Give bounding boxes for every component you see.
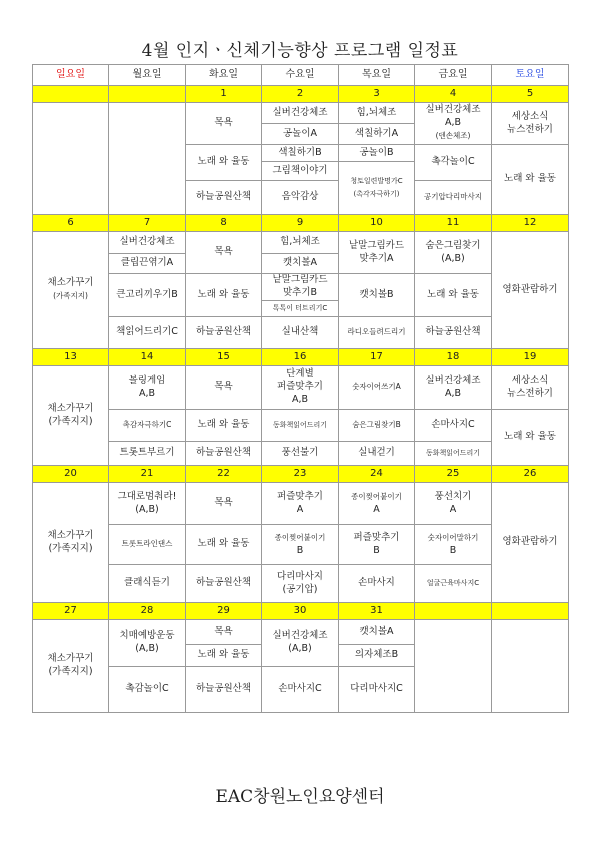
activity-cell: 실버건강체조 [262,103,339,124]
activity-cell: 하늘공원산책 [186,317,262,349]
activity-row [33,366,569,410]
date-cell: 1 [186,86,262,103]
activity-cell: 하늘공원산책 [186,181,262,215]
activity-cell: 실버건강체조 (A,B) [262,620,339,667]
date-cell: 15 [186,349,262,366]
date-cell: 17 [339,349,415,366]
activity-cell: 노래 와 율동 [186,410,262,442]
weekday-header-row [33,65,569,86]
activity-cell: 색칠하기B [262,145,339,162]
header-saturday: 토요일 [492,65,569,86]
page-title: 4월 인지ㆍ신체기능향상 프로그램 일정표 [141,41,459,61]
activity-cell: 트롯트부르기 [109,442,186,466]
empty-cell [33,103,109,215]
activity-row [33,232,569,254]
date-cell [109,86,186,103]
activity-cell: 촉각놀이C [415,145,492,181]
activity-cell: 다리마사지C [339,667,415,713]
activity-row [33,410,569,442]
date-cell: 30 [262,603,339,620]
date-row [33,603,569,620]
date-cell: 27 [33,603,109,620]
date-cell: 20 [33,466,109,483]
date-cell: 26 [492,466,569,483]
activity-cell: 목욕 [186,620,262,645]
date-cell: 6 [33,215,109,232]
activity-row [33,620,569,645]
activity-cell: 촉감놀이C [109,667,186,713]
activity-cell: 노래 와 율동 [186,274,262,317]
activity-cell: 노래 와 율동 [415,274,492,317]
activity-cell: 노래 와 율동 [492,145,569,215]
activity-cell: 숫자이어쓰기A [339,366,415,410]
date-cell: 14 [109,349,186,366]
activity-cell: 손마사지C [262,667,339,713]
activity-cell: 퍼즐맞추기 B [339,525,415,565]
activity-cell: 청토일련발명가C (촉각자극하기) [339,162,415,215]
activity-row [33,565,569,603]
activity-cell: 노래 와 율동 [492,410,569,466]
activity-cell: 음악감상 [262,181,339,215]
activity-cell: 캣치볼A [339,620,415,645]
date-row [33,215,569,232]
date-cell: 22 [186,466,262,483]
activity-cell: 얼굴근육마사지C [415,565,492,603]
header-friday: 금요일 [415,65,492,86]
date-cell: 29 [186,603,262,620]
activity-cell: 목욕 [186,483,262,525]
activity-row [33,274,569,301]
activity-cell: 세상소식 뉴스전하기 [492,103,569,145]
activity-cell: 손마사지C [415,410,492,442]
activity-cell: 하늘공원산책 [186,667,262,713]
activity-cell: 하늘공원산책 [186,442,262,466]
date-cell: 5 [492,86,569,103]
date-cell: 12 [492,215,569,232]
activity-cell: 숨은그림찾기 (A,B) [415,232,492,274]
activity-cell: 하늘공원산책 [186,565,262,603]
center-name-footer: EAC창원노인요양센터 [215,787,385,807]
date-cell: 4 [415,86,492,103]
activity-cell: 목욕 [186,232,262,274]
activity-cell: 노래 와 율동 [186,525,262,565]
header-sunday: 일요일 [33,65,109,86]
date-cell: 19 [492,349,569,366]
activity-row [33,317,569,333]
activity-cell: 채소가꾸기 (가족지지) [33,366,109,466]
activity-cell: 단계별 퍼즐맞추기 A,B [262,366,339,410]
header-tuesday: 화요일 [186,65,262,86]
header-wednesday: 수요일 [262,65,339,86]
date-row [33,349,569,366]
activity-cell: 실내걷기 [339,442,415,466]
activity-cell: 풍선치기 A [415,483,492,525]
activity-cell: 공놀이A [262,124,339,145]
activity-cell: 세상소식 뉴스전하기 [492,366,569,410]
activity-cell: 실버건강체조 [109,232,186,254]
activity-cell: 공놀이B [339,145,415,162]
date-cell: 28 [109,603,186,620]
schedule-table [32,64,569,713]
activity-cell: 실버건강체조 A,B (덴손체조) [415,103,492,145]
activity-cell: 라디오들려드리기 [339,317,415,349]
header-thursday: 목요일 [339,65,415,86]
date-cell: 8 [186,215,262,232]
activity-cell: 채소가꾸기 (가족지지) [33,620,109,713]
activity-cell: 숨은그림찾기B [339,410,415,442]
date-cell: 9 [262,215,339,232]
activity-cell: 동화책읽어드리기 [415,442,492,466]
date-cell: 31 [339,603,415,620]
date-cell: 2 [262,86,339,103]
activity-cell: 캣치볼B [339,274,415,317]
date-cell: 23 [262,466,339,483]
activity-row [33,525,569,565]
activity-cell: 종이찢어붙이기 A [339,483,415,525]
activity-cell: 큰고리끼우기B [109,274,186,317]
activity-cell: 종이찢어붙이기 B [262,525,339,565]
date-cell: 7 [109,215,186,232]
date-cell: 16 [262,349,339,366]
activity-cell: 색칠하기A [339,124,415,145]
activity-cell: 퍼즐맞추기 A [262,483,339,525]
activity-cell: 촉감자극하기C [109,410,186,442]
activity-cell: 목욕 [186,103,262,145]
date-cell [415,603,492,620]
activity-cell: 톡톡이 터트리기C [262,301,339,317]
date-row [33,466,569,483]
activity-row [33,483,569,525]
activity-cell: 그대로멈춰라! (A,B) [109,483,186,525]
date-cell: 18 [415,349,492,366]
activity-cell: 볼링게임 A,B [109,366,186,410]
activity-cell: 치매예방운동 (A,B) [109,620,186,667]
activity-cell: 노래 와 율동 [186,145,262,181]
activity-cell: 채소가꾸기 (가족지지) [33,483,109,603]
date-cell: 25 [415,466,492,483]
activity-cell: 실내산책 [262,317,339,349]
empty-cell [109,103,186,215]
date-cell: 13 [33,349,109,366]
date-cell: 24 [339,466,415,483]
activity-cell: 실버건강체조 A,B [415,366,492,410]
activity-cell: 클래식듣기 [109,565,186,603]
date-cell: 21 [109,466,186,483]
activity-cell: 영화관람하기 [492,232,569,349]
activity-cell: 동화책읽어드리기 [262,410,339,442]
activity-cell: 숫자이어말하기 B [415,525,492,565]
date-cell [33,86,109,103]
empty-cell [415,620,492,713]
activity-cell: 노래 와 율동 [186,645,262,667]
activity-cell: 캣치볼A [262,254,339,274]
activity-cell: 낱말그림카드 맞추기B [262,274,339,301]
activity-cell: 다리마사지 (공기압) [262,565,339,603]
activity-cell: 풍선불기 [262,442,339,466]
activity-cell: 책읽어드리기C [109,317,186,349]
activity-cell: 하늘공원산책 [415,317,492,349]
date-cell [492,603,569,620]
activity-cell: 클립끈엮기A [109,254,186,274]
date-cell: 10 [339,215,415,232]
header-monday: 월요일 [109,65,186,86]
activity-cell: 힘,뇌체조 [339,103,415,124]
empty-cell [492,620,569,713]
date-row [33,86,569,103]
activity-cell: 트롯트라인댄스 [109,525,186,565]
activity-cell: 공기압다리마사지 [415,181,492,215]
date-cell: 11 [415,215,492,232]
activity-cell: 의자체조B [339,645,415,667]
activity-row [33,442,569,466]
activity-row [33,103,569,124]
date-cell: 3 [339,86,415,103]
activity-cell: 힘,뇌체조 [262,232,339,254]
activity-cell: 그림책이야기 [262,162,339,181]
activity-cell: 목욕 [186,366,262,410]
activity-cell: 채소가꾸기 (가족지지) [33,232,109,349]
activity-cell: 낱말그림카드 맞추기A [339,232,415,274]
activity-cell: 손마사지 [339,565,415,603]
activity-cell: 영화관람하기 [492,483,569,603]
